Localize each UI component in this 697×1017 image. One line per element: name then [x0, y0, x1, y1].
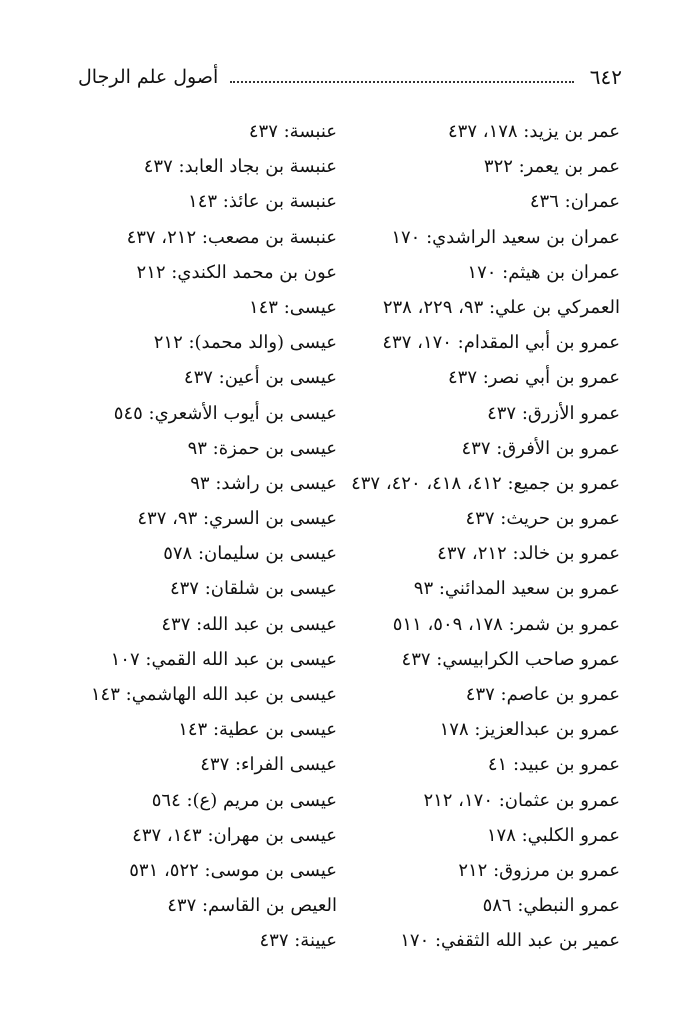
index-entry: عمرو بن سعيد المدائني: ٩٣: [413, 578, 620, 600]
index-column-left: [77, 114, 337, 959]
index-entry: عيسى بن مهران: ١٤٣، ٤٣٧: [132, 824, 337, 846]
index-entry: عيسى بن موسى: ٥٢٢، ٥٣١: [129, 859, 337, 881]
index-entry: عيسى بن أعين: ٤٣٧: [183, 367, 337, 389]
index-entry: عمرو بن عبيد: ٤١: [487, 754, 620, 776]
index-entry: عيسى بن مريم (ع): ٥٦٤: [151, 789, 337, 811]
index-entry: عمران: ٤٣٦: [529, 191, 620, 213]
index-entry: عيسى بن عطية: ١٤٣: [178, 719, 337, 741]
index-entry: عمرو بن أبي المقدام: ١٧٠، ٤٣٧: [382, 332, 620, 354]
index-column-right: [351, 114, 620, 959]
index-entry: العمركي بن علي: ٩٣، ٢٢٩، ٢٣٨: [382, 296, 620, 318]
index-entry: عمرو بن شمر: ١٧٨، ٥٠٩، ٥١١: [392, 613, 620, 635]
index-entry: عنبسة بن بجاد العابد: ٤٣٧: [143, 156, 337, 178]
index-entry: عمرو بن عاصم: ٤٣٧: [465, 684, 620, 705]
index-entry: عمرو بن عبدالعزيز: ١٧٨: [439, 719, 620, 741]
index-entry: عمران بن سعيد الراشدي: ١٧٠: [391, 226, 620, 248]
index-entry: عمرو بن عثمان: ١٧٠، ٢١٢: [423, 789, 620, 811]
index-entry: عيسى بن عبد الله القمي: ١٠٧: [110, 648, 337, 670]
index-entry: عمرو بن جميع: ٤١٢، ٤١٨، ٤٢٠، ٤٣٧: [351, 472, 620, 494]
index-entry: عيسى بن أيوب الأشعري: ٥٤٥: [113, 402, 337, 424]
index-entry: عمر بن يعمر: ٣٢٢: [483, 156, 620, 178]
running-header: [78, 62, 622, 92]
index-entry: عمير بن عبد الله الثقفي: ١٧٠: [400, 930, 620, 952]
index-entry: عمرو النبطي: ٥٨٦: [482, 895, 620, 917]
index-entry: عون بن محمد الكندي: ٢١٢: [136, 261, 337, 283]
index-entry: عيسى الفراء: ٤٣٧: [200, 754, 337, 776]
index-entry: عمرو بن الأفرق: ٤٣٧: [461, 437, 620, 459]
index-entry: عنبسة بن مصعب: ٢١٢، ٤٣٧: [126, 226, 337, 248]
index-entry: عمرو بن حريث: ٤٣٧: [465, 508, 620, 530]
running-title: أصول علم الرجال: [78, 66, 219, 88]
index-entry: عيسى بن شلقان: ٤٣٧: [169, 578, 337, 600]
index-entry: عنبسة بن عائذ: ١٤٣: [188, 191, 337, 213]
index-entry: عيسى: ١٤٣: [248, 296, 337, 318]
index-entry: عمرو الأزرق: ٤٣٧: [487, 402, 620, 424]
index-entry: عيسى بن حمزة: ٩٣: [187, 437, 337, 459]
index-entry: عيسى بن سليمان: ٥٧٨: [163, 543, 337, 565]
index-entry: عمرو الكلبي: ١٧٨: [486, 824, 620, 846]
index-entry: عمر بن يزيد: ١٧٨، ٤٣٧: [448, 121, 620, 142]
index-entry: عيسى بن راشد: ٩٣: [190, 472, 337, 494]
index-entry: العيص بن القاسم: ٤٣٧: [167, 895, 337, 917]
index-entry: عمرو صاحب الكرابيسي: ٤٣٧: [401, 648, 620, 670]
index-entry: عمران بن هيثم: ١٧٠: [467, 261, 620, 283]
index-entry: عمرو بن خالد: ٢١٢، ٤٣٧: [437, 543, 620, 565]
index-entry: عمرو بن أبي نصر: ٤٣٧: [447, 367, 620, 389]
dotted-leader: [230, 81, 573, 83]
index-entry: عنبسة: ٤٣٧: [248, 121, 337, 142]
index-entry: عمرو بن مرزوق: ٢١٢: [458, 859, 620, 881]
index-entry: عيينة: ٤٣٧: [259, 930, 337, 952]
index-entry: عيسى بن عبد الله الهاشمي: ١٤٣: [90, 684, 337, 705]
page-number: ٦٤٢: [589, 65, 622, 89]
index-entry: عيسى بن السري: ٩٣، ٤٣٧: [137, 508, 337, 530]
index-entry: عيسى (والد محمد): ٢١٢: [153, 332, 337, 354]
index-entry: عيسى بن عبد الله: ٤٣٧: [161, 613, 337, 635]
